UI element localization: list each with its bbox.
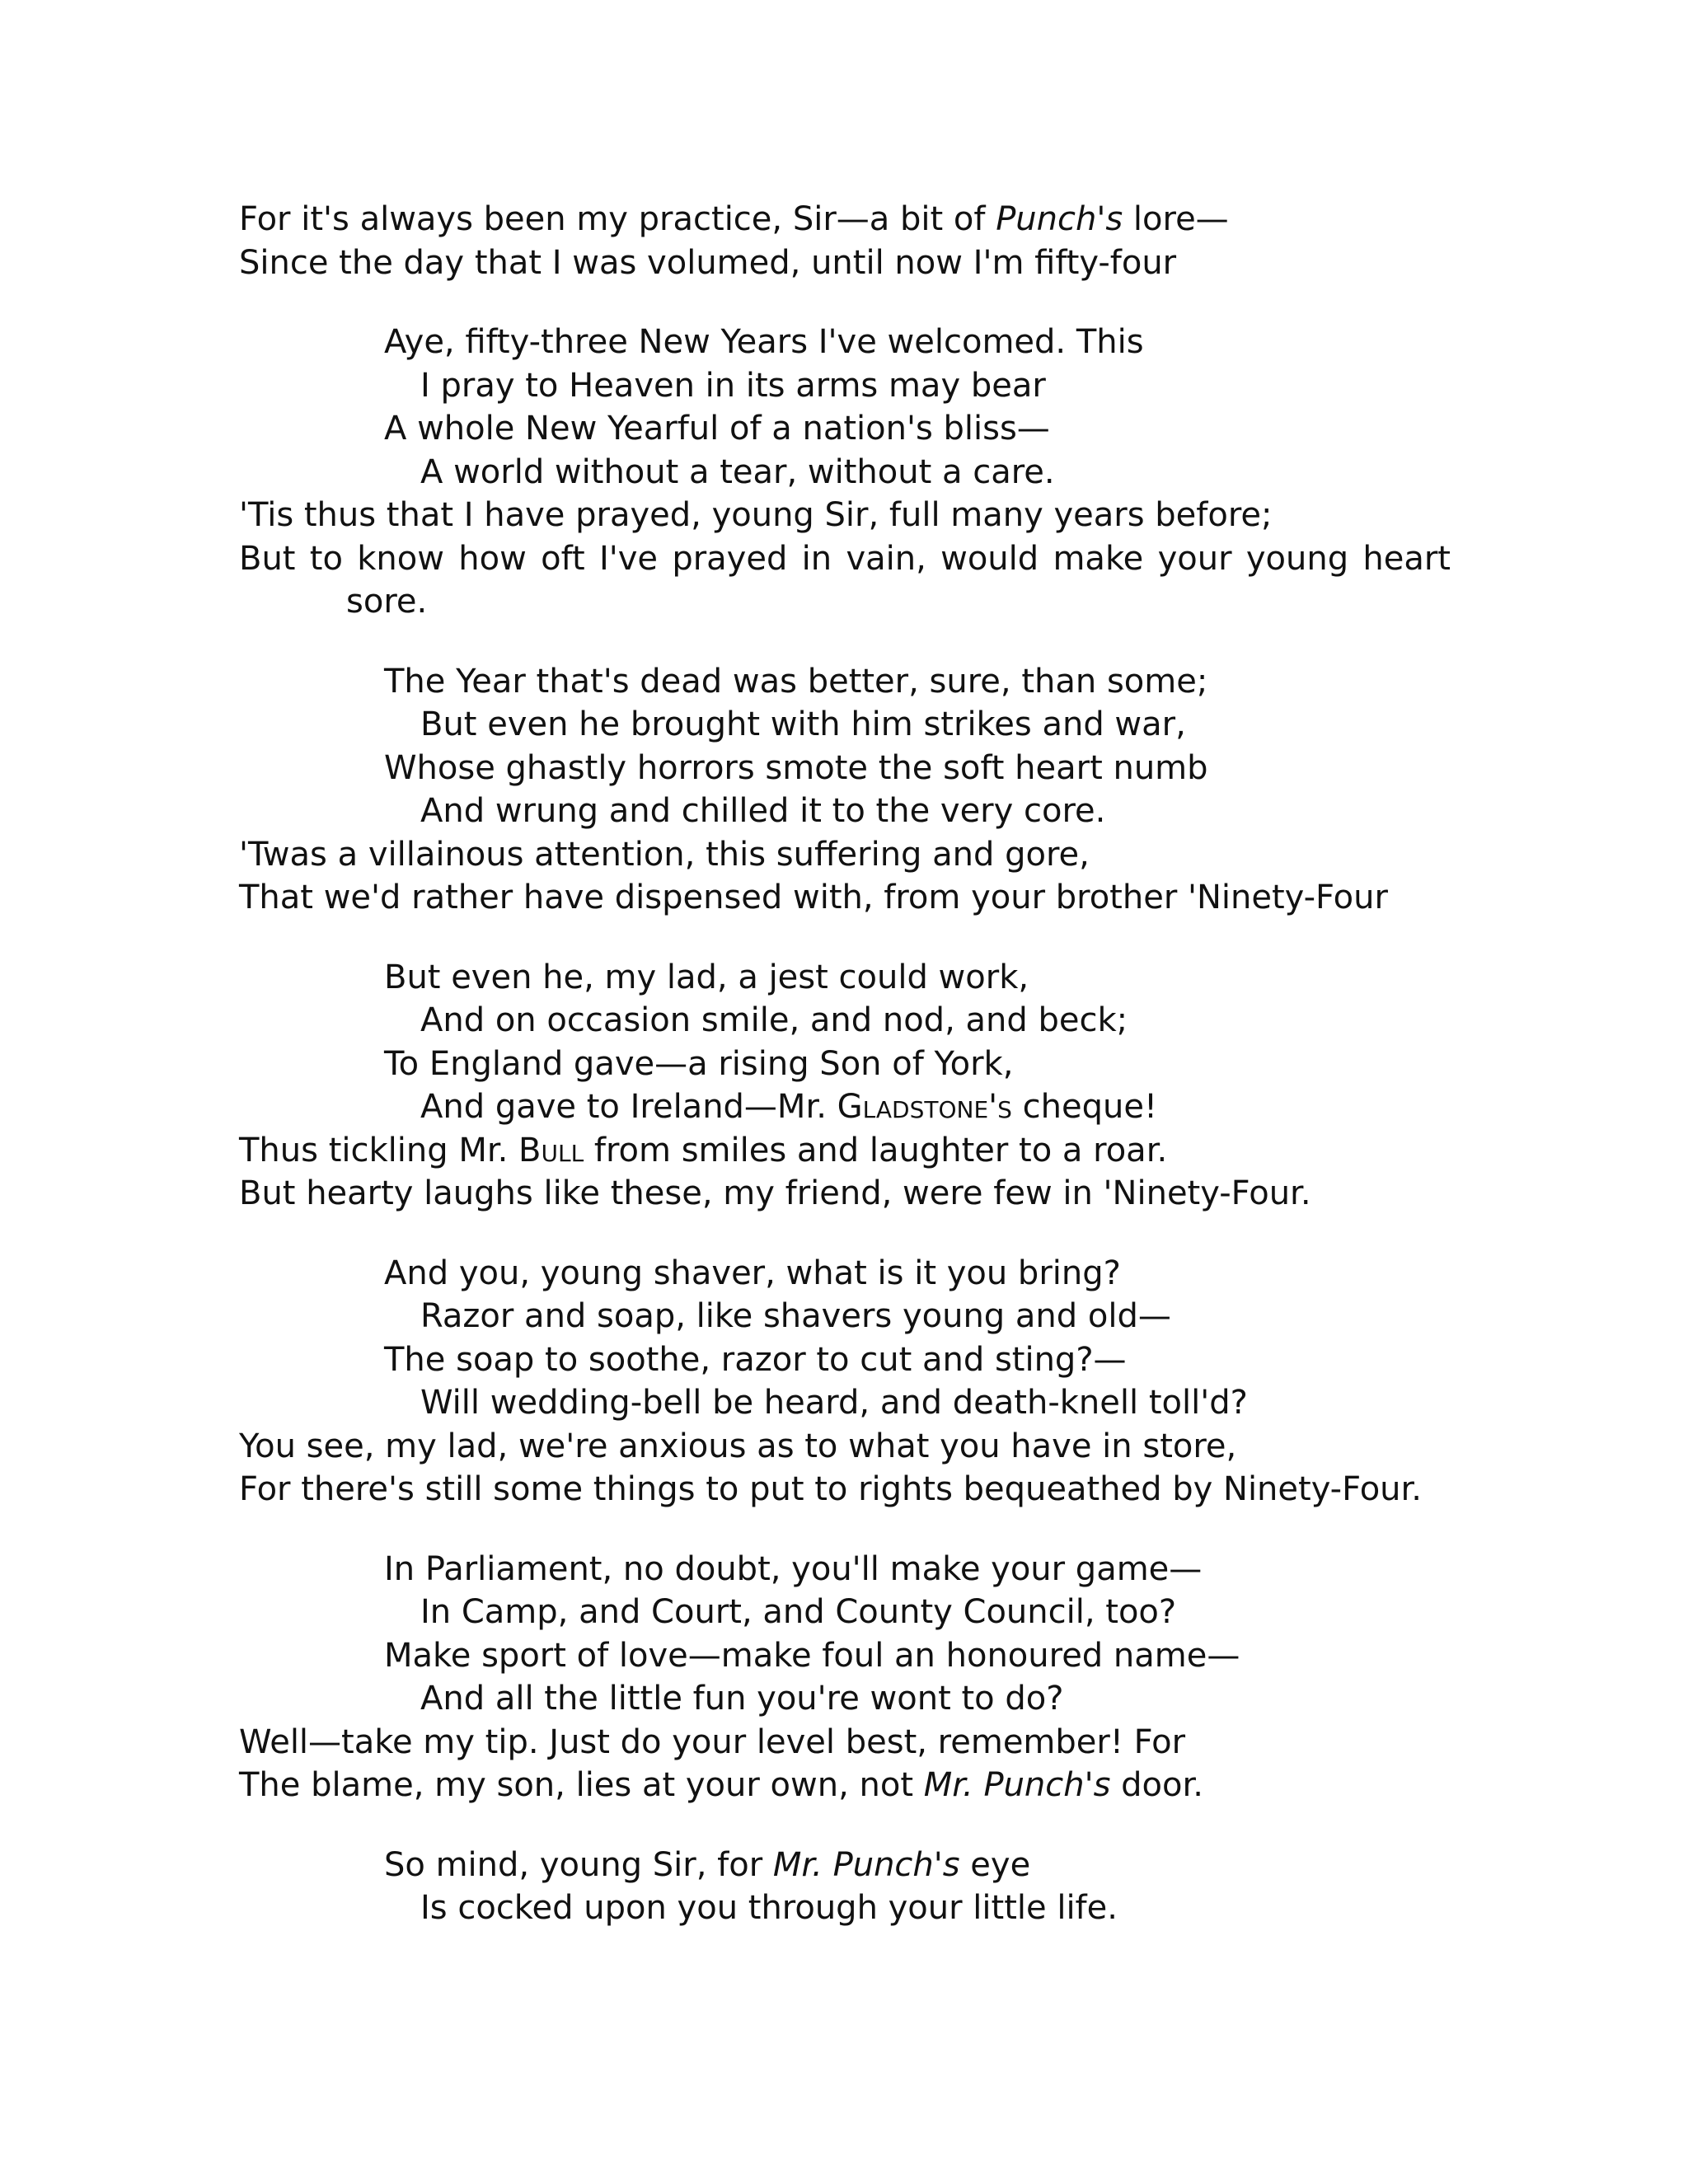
poem-line [239, 494, 1451, 537]
stanza [239, 321, 1451, 624]
italic-text: Mr. Punch's [772, 1845, 960, 1884]
poem-line [239, 1338, 1451, 1382]
line-text: The soap to soothe, razor to cut and sting?— [384, 1340, 1127, 1379]
poem-line [239, 537, 1451, 624]
line-text: Will wedding-bell be heard, and death-knell toll'd? [420, 1384, 1248, 1422]
line-text: That we'd rather have dispensed with, from your brother 'Ninety-Four [239, 879, 1388, 916]
line-text: I pray to Heaven in its arms may bear [420, 366, 1046, 405]
line-text: But even he, my lad, a jest could work, [384, 958, 1029, 996]
line-text: In Parliament, no doubt, you'll make your game— [384, 1549, 1203, 1588]
line-text: To England gave—a rising Son of York, [384, 1044, 1014, 1083]
poem-line [239, 364, 1451, 408]
line-text: But to know how oft I've prayed in vain, would make your young heart sore. [239, 539, 1451, 621]
poem-line [239, 1172, 1451, 1216]
poem-line [239, 999, 1451, 1043]
stanza [239, 1548, 1451, 1807]
line-text: from smiles and laughter to a roar. [584, 1131, 1168, 1169]
line-text: A whole New Yearful of a nation's bliss— [384, 410, 1050, 448]
line-text: But even he brought with him strikes and war, [420, 705, 1186, 743]
stanza [239, 956, 1451, 1216]
poem-line [239, 660, 1451, 704]
line-text: And on occasion smile, and nod, and beck; [420, 1001, 1128, 1039]
line-text: You see, my lad, we're anxious as to what you have in store, [239, 1427, 1237, 1465]
poem-line [239, 956, 1451, 1000]
line-text: 'Tis thus that I have prayed, young Sir, full many years before; [239, 496, 1273, 534]
line-text: Aye, fifty-three New Years I've welcomed. This [384, 323, 1144, 361]
poem-line [239, 703, 1451, 747]
poem-line [239, 1381, 1451, 1425]
line-text: For it's always been my practice, Sir—a bit of [239, 200, 996, 238]
poem-line [239, 833, 1451, 877]
line-text: And gave to Ireland—Mr. [420, 1088, 837, 1126]
poem-line [239, 1886, 1451, 1930]
line-text: door. [1110, 1766, 1203, 1804]
line-text: And you, young shaver, what is it you bring? [384, 1254, 1121, 1292]
poem-line [239, 1844, 1451, 1887]
line-text: Whose ghastly horrors smote the soft heart numb [384, 748, 1208, 787]
poem-line [239, 1677, 1451, 1721]
stanza [239, 1844, 1451, 1930]
poem-line [239, 747, 1451, 790]
poem-line [239, 1252, 1451, 1296]
line-text: eye [959, 1845, 1031, 1884]
line-text: Since the day that I was volumed, until now I'm fifty-four [239, 243, 1177, 282]
line-text: Thus tickling Mr. [239, 1131, 519, 1169]
small-caps-name: Bull [518, 1131, 584, 1169]
line-text: 'Twas a villainous attention, this suffering and gore, [239, 835, 1090, 874]
line-text: And wrung and chilled it to the very core. [420, 792, 1106, 830]
line-text: The Year that's dead was better, sure, than some; [384, 662, 1208, 701]
line-text: A world without a tear, without a care. [420, 452, 1055, 491]
line-text: The blame, my son, lies at your own, not [239, 1766, 924, 1804]
line-text: But hearty laughs like these, my friend, were few in 'Ninety-Four. [239, 1174, 1311, 1212]
poem-line [239, 407, 1451, 451]
poem-line [239, 1721, 1451, 1765]
poem-line [239, 1548, 1451, 1591]
poem-line [239, 1129, 1451, 1173]
poem-line [239, 321, 1451, 364]
poem-line [239, 790, 1451, 833]
line-text: Make sport of love—make foul an honoured name— [384, 1636, 1240, 1675]
poem-line [239, 198, 1451, 241]
poem-body [239, 198, 1451, 1966]
line-text: For there's still some things to put to rights bequeathed by Ninety-Four. [239, 1470, 1422, 1508]
line-text: So mind, young Sir, for [384, 1845, 773, 1884]
italic-text: Punch's [996, 200, 1123, 238]
poem-line [239, 451, 1451, 494]
poem-line [239, 1425, 1451, 1469]
line-text: cheque! [1011, 1088, 1157, 1126]
line-text: In Camp, and Court, and County Council, too? [420, 1593, 1177, 1631]
line-text: Razor and soap, like shavers young and old— [420, 1297, 1171, 1335]
poem-line [239, 1085, 1451, 1129]
poem-line [239, 1764, 1451, 1807]
poem-line [239, 241, 1451, 285]
poem-line [239, 1295, 1451, 1338]
poem-line [239, 1591, 1451, 1634]
poem-line [239, 876, 1451, 920]
small-caps-name: Gladstone's [837, 1088, 1012, 1126]
stanza [239, 660, 1451, 920]
poem-line [239, 1634, 1451, 1678]
line-text: And all the little fun you're wont to do? [420, 1680, 1064, 1718]
stanza [239, 1252, 1451, 1511]
poem-line [239, 1468, 1451, 1511]
stanza [239, 198, 1451, 284]
poem-line [239, 1043, 1451, 1086]
italic-text: Mr. Punch's [923, 1766, 1111, 1804]
line-text: Well—take my tip. Just do your level best, remember! For [239, 1722, 1186, 1761]
line-text: Is cocked upon you through your little life. [420, 1889, 1118, 1927]
line-text: lore— [1123, 200, 1229, 238]
